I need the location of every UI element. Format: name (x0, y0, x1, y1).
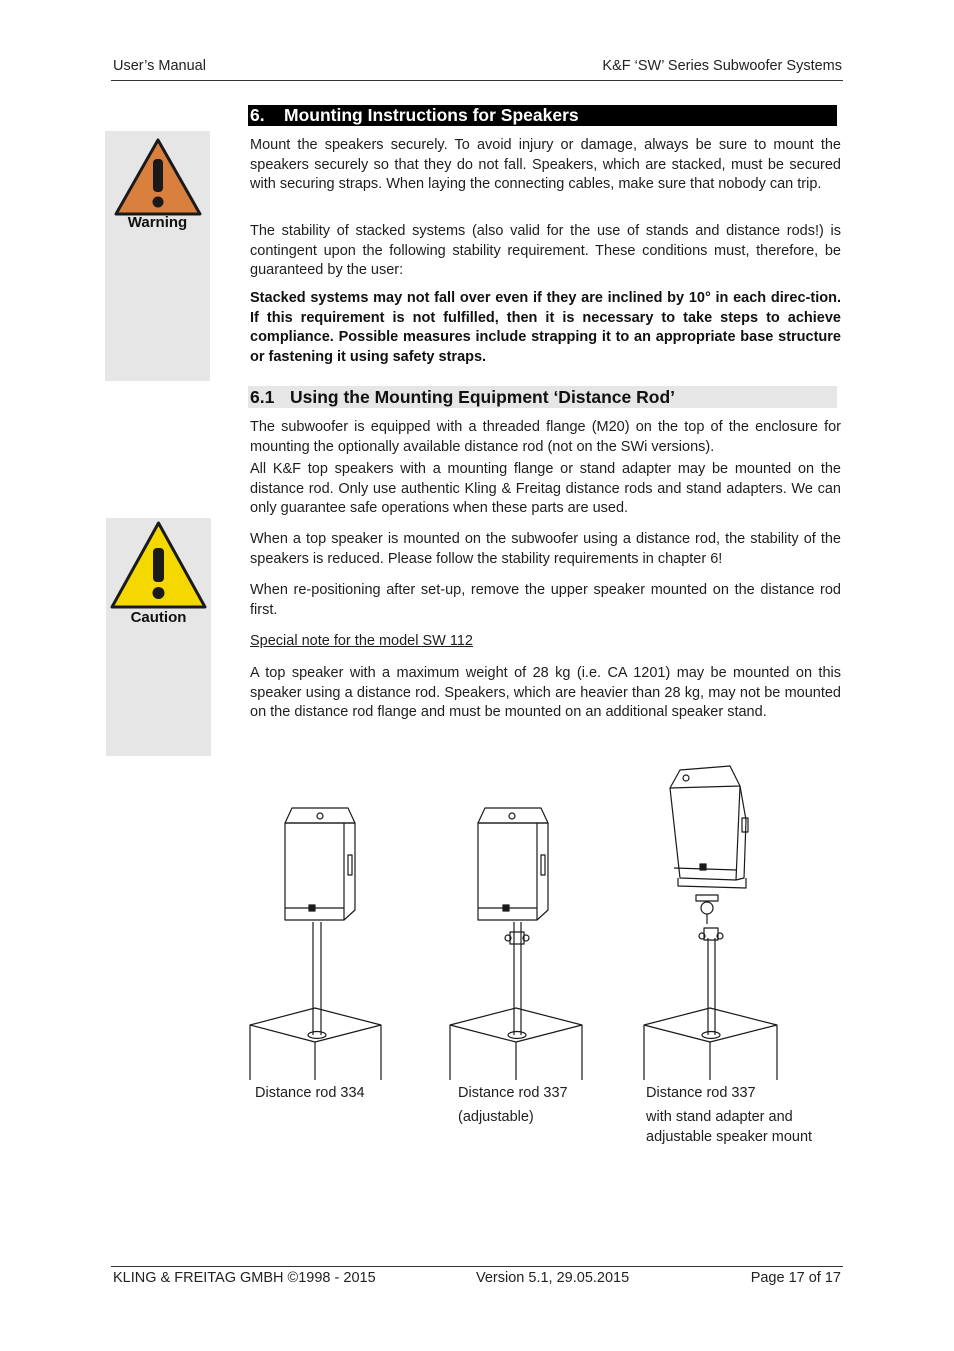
figure-2-caption: Distance rod 337 (458, 1085, 568, 1101)
warning-sidebar (105, 131, 210, 381)
section-6-paragraph-2: The stability of stacked systems (also valid for the use of stands and distance rods!) is contingent upon the following stability requirement. These conditions must, therefore, be guaranteed by the user: (250, 223, 841, 278)
section-6-1-paragraph-2: All K&F top speakers with a mounting flange or stand adapter may be mounted on the distance rod. Only use authentic Kling & Freitag distance rods and stand adapters. We can only guarantee safe operations when these parts are used. (250, 461, 841, 516)
figure-3-note: with stand adapter and adjustable speaker mount (646, 1109, 813, 1145)
footer-right: Page 17 of 17 (750, 1270, 841, 1286)
section-6-1-paragraph-3: When a top speaker is mounted on the subwoofer using a distance rod, the stability of the speakers is reduced. Please follow the stability requirements in chapter 6! (250, 531, 841, 567)
figure-1-caption: Distance rod 334 (255, 1085, 365, 1101)
warning-label: Warning (127, 214, 188, 231)
section-6-1-heading (248, 386, 837, 408)
section-6-number: 6. (250, 105, 265, 125)
header-left: User’s Manual (113, 58, 206, 74)
figure-3-distance-rod-337-adapter (644, 766, 777, 1080)
footer-rule (111, 1266, 843, 1267)
section-6-title: Mounting Instructions for Speakers (284, 105, 579, 125)
section-6-paragraph-1: Mount the speakers securely. To avoid injury or damage, always be sure to mount the speakers securely so that they do not fall. Speakers, which are stacked, must be secured with securing straps. When laying the connecting cables, make sure that nobody can trip. (250, 137, 841, 192)
header-right: K&F ‘SW’ Series Subwoofer Systems (602, 58, 842, 74)
section-6-1-number: 6.1 (250, 387, 275, 407)
caution-icon (109, 520, 208, 610)
special-note-heading: Special note for the model SW 112 (250, 633, 473, 649)
footer-center: Version 5.1, 29.05.2015 (476, 1270, 630, 1286)
section-6-stability-requirement: Stacked systems may not fall over even if they are inclined by 10° in each direc-tion. If this requirement is not fulfilled, then it is necessary to take steps to achieve compliance. Possible measures include strapping it to an appropriate base structure or fastening it using safety straps. (250, 290, 841, 365)
section-6-1-paragraph-1: The subwoofer is equipped with a threaded flange (M20) on the top of the enclosure for mounting the optionally available distance rod (not on the SWi versions). (250, 419, 841, 455)
figure-3-caption: Distance rod 337 (646, 1085, 756, 1101)
caution-sidebar (106, 518, 211, 756)
caution-label: Caution (130, 609, 187, 626)
footer-left: KLING & FREITAG GMBH ©1998 - 2015 (113, 1270, 376, 1286)
section-6-1-paragraph-4: When re-positioning after set-up, remove the upper speaker mounted on the distance rod first. (250, 582, 841, 618)
figure-2-distance-rod-337 (450, 808, 582, 1080)
section-6-1-paragraph-5: A top speaker with a maximum weight of 28 kg (i.e. CA 1201) may be mounted on this speaker using a distance rod. Speakers, which are heavier than 28 kg, may not be mounted on the distance rod flange and must be mounted on an additional speaker stand. (250, 665, 841, 720)
section-6-heading (248, 105, 837, 126)
figure-2-note: (adjustable) (458, 1109, 534, 1125)
distance-rod-illustration (240, 760, 800, 1090)
section-6-1-title: Using the Mounting Equipment ‘Distance Rod’ (290, 387, 675, 407)
header-rule (111, 80, 843, 81)
figure-1-distance-rod-334 (250, 808, 381, 1080)
warning-icon (113, 137, 203, 217)
